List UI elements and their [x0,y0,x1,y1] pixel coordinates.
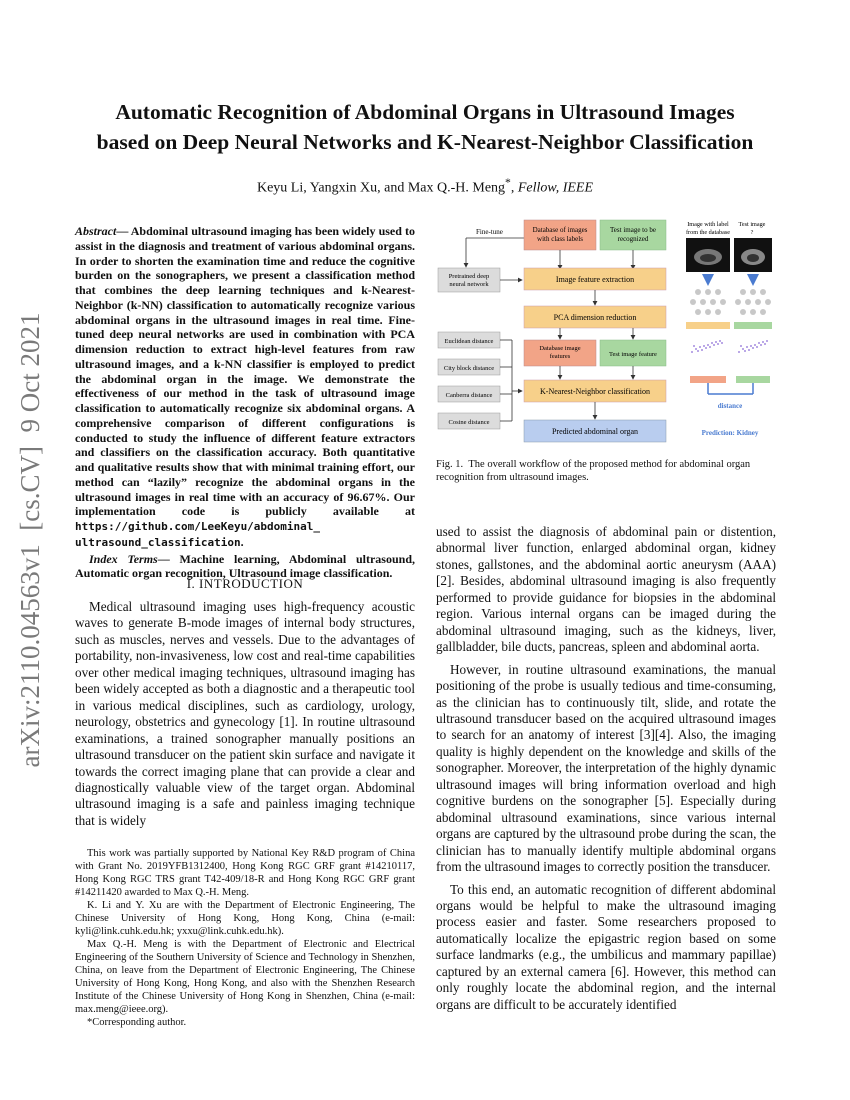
db-images-l2: with class labels [537,235,583,243]
index-terms-label: Index Terms [89,551,158,566]
figure-1 [436,212,776,452]
abstract-label: Abstract [75,224,117,238]
img-test-l2: ? [750,229,754,236]
img-label-l1: Image with label [687,221,729,228]
img-label-caption [686,221,730,236]
figure-1-caption [436,458,776,484]
section-heading-introduction: I. INTRODUCTION [186,576,304,591]
code-url[interactable]: https://github.com/LeeKeyu/abdominal_ ultrasound_classification [75,520,321,549]
caption-text: The overall workflow of the proposed method for abdominal organ recognition from ultrasound images. [436,459,751,483]
arxiv-stamp: arXiv:2110.04563v1 [cs.CV] 9 Oct 2021 [15,312,45,768]
db-features-l2: features [549,353,571,360]
img-test-l1: Test image [738,221,766,228]
feature-extraction-label: Image feature extraction [555,275,635,284]
author-fellow: Fellow, IEEE [517,180,594,196]
index-terms-dash: — [157,551,180,566]
abstract [75,224,415,581]
caption-label: Fig. 1. [436,459,464,470]
pretrained-l1: Pretrained deep [448,273,490,280]
db-reduced-bar [690,376,726,383]
paper-title [60,97,790,157]
abstract-dash: — [116,224,131,238]
db-images-label [533,226,588,243]
title-line-1: Automatic Recognition of Abdominal Organs in Ultrasound Images [115,100,735,124]
author-line [60,176,790,197]
cosine-label: Cosine distance [448,419,490,426]
predicted-label: Predicted abdominal organ [551,427,639,436]
test-image-l1: Test image to be [610,226,656,234]
footnotes [75,847,415,1029]
img-label-l2: from the database [686,229,730,236]
pretrained-label [449,273,490,288]
intro-paragraph-1: Medical ultrasound imaging uses high-frequency acoustic waves to generate B-mode images of internal body structures, such as muscles, nerves and vessels. Due to the advantages of portability, non-invasiveness, low cost and real-time capabilities over other medical imaging techniques, ultrasound imaging has been widely accepted as both a diagnostic and a therapeutic tool in various medical disciplines, such as cardiology, urology, neurology, obstetrics and gynecology [1]. In routine ultrasound examinations, a trained sonographer manually positions an ultrasound transducer on the patient skin surface and navigate it towards the correct imaging plane that can provide a clear and diagnostically valuable view of the target organ. Abdominal ultrasound imaging is a safe and painless imaging technique that is widely [75,599,415,828]
prediction-label: Prediction: Kidney [701,429,759,437]
abstract-text: Abdominal ultrasound imaging has been widely used to assist in the diagnosis and treatment of various abdominal organs. In order to shorten the examination time and reduce the cognitive burden on the sonographers, we present a classification method that combines the deep learning techniques and k-Nearest-Neighbor (k-NN) classification to automatically recognize various abdominal organs in the ultrasound images in real time. Fine-tuned deep neural networks are used in combination with PCA dimension reduction to extract high-level features from raw ultrasound images, and a k-NN classifier is employed to predict the abdominal organ in the image. We demonstrate the effectiveness of our method in the task of ultrasound image classification to automatically recognize six abdominal organs. A comprehensive comparison of different configurations is conducted to study the influence of different feature extractors and classifiers on the classification accuracy. Both quantitative and qualitative results show that with minimal training effort, our method can “lazily” recognize the abdominal organs in the ultrasound images in real time with an accuracy of 96.67%. Our implementation code is publicly available at [75,224,415,519]
fine-tune-label: Fine-tune [476,228,503,236]
right-column [436,524,776,1019]
db-images-l1: Database of images [532,226,588,234]
author-names: Keyu Li, Yangxin Xu, and Max Q.-H. Meng [256,180,506,196]
euclidean-label: Euclidean distance [444,338,494,345]
pretrained-l2: neural network [449,281,489,288]
feature-scatter [691,340,768,353]
img-test-caption [739,221,766,236]
network-nodes [690,289,771,315]
canberra-label: Canberra distance [445,392,493,399]
test-feature-bar [734,322,772,329]
pretrained-box [438,268,500,292]
right-paragraph-3: To this end, an automatic recognition of different abdominal organs would be helpful to make the ultrasound imaging process easier and faster. Some researchers proposed to automatically localize the epigastric region based on some surface landmarks (e.g., the umbilicus and mammary papillae) captured by an external camera [6]. However, this method can only roughly locate the abdominal region, and the internal organs are difficult to be accurately identified [436,881,776,1012]
abstract-end: . [240,534,244,549]
corresponding-mark: * [505,176,511,189]
arxiv-stamp-wrap [10,290,50,790]
test-image-l2: recognized [617,235,649,243]
title-line-2: based on Deep Neural Networks and K-Nearest-Neighbor Classification [96,130,754,154]
intro-column [75,599,415,829]
db-features-l1: Database image [539,345,581,352]
test-reduced-bar [736,376,770,383]
footnote-corresponding: *Corresponding author. [87,1017,187,1028]
workflow-diagram [436,212,776,452]
right-paragraph-2: However, in routine ultrasound examinations, the manual positioning of the probe is usually tedious and time-consuming, as the clinician has to continuously tilt, slide, and rotate the ultrasound transducer based on the acquired ultrasound images to search for an anatomy of interest [3][4]. Also, the imaging quality is highly dependent on the knowledge and skills of the sonographer. Moreover, the interpretation of the highly dynamic ultrasound images will bring information overload and high cognitive burdens on the sonographer [5]. Especially during abdominal ultrasound examinations, since various internal organs are captured by the ultrasound probe during the scan, the clinician has to manually identify multiple abdominal organs from the ultrasound images to correctly position the transducer. [436,661,776,875]
footnote-funding: This work was partially supported by National Key R&D program of China with Grant No. 2019YFB1312400, Hong Kong RGC GRF grant #14210117, Hong Kong RGC TRS grant T42-409/18-R and Hong Kong RGC GRF grant #14211420 awarded to Max Q.-H. Meng. [75,848,415,898]
footnote-affiliation-1: K. Li and Y. Xu are with the Department of Electronic Engineering, The Chinese University of Hong Kong, Hong Kong, China (e-mail: kyli@link.cuhk.edu.hk; yxxu@link.cuhk.edu.hk). [75,900,415,937]
author-sep: , [510,180,518,196]
test-feature-label: Test image feature [609,351,657,358]
knn-label: K-Nearest-Neighbor classification [540,387,650,396]
db-feature-bar [686,322,730,329]
city-block-label: City block distance [443,365,495,372]
footnote-affiliation-2: Max Q.-H. Meng is with the Department of Electronic and Electrical Engineering of the Southern University of Science and Technology in Shenzhen, China, on leave from the Department of Electronic Engineering, The Chinese University of Hong Kong, Hong Kong, and also with the Shenzhen Research Institute of the Chinese University of Hong Kong in Shenzhen, China (e-mail: max.meng@ieee.org). [75,939,415,1015]
distance-label: distance [717,402,743,410]
index-terms-text: Machine learning, Abdominal ultrasound, Automatic organ recognition, Ultrasound image classification. [75,551,415,581]
pca-label: PCA dimension reduction [553,313,637,322]
right-paragraph-1: used to assist the diagnosis of abdominal pain or distention, abnormal liver function, enlarged abdominal organ, kidney stones, gallstones, and the abdominal aortic aneurysm (AAA) [2]. Besides, abdominal ultrasound imaging is also frequently performed to provide guidance for biopsies in the abdominal region. Various internal organs can be imaged during the abdominal ultrasound imaging, such as the kidneys, liver, gallbladder, bile ducts, pancreas, spleen and abdominal aorta. [436,524,776,655]
